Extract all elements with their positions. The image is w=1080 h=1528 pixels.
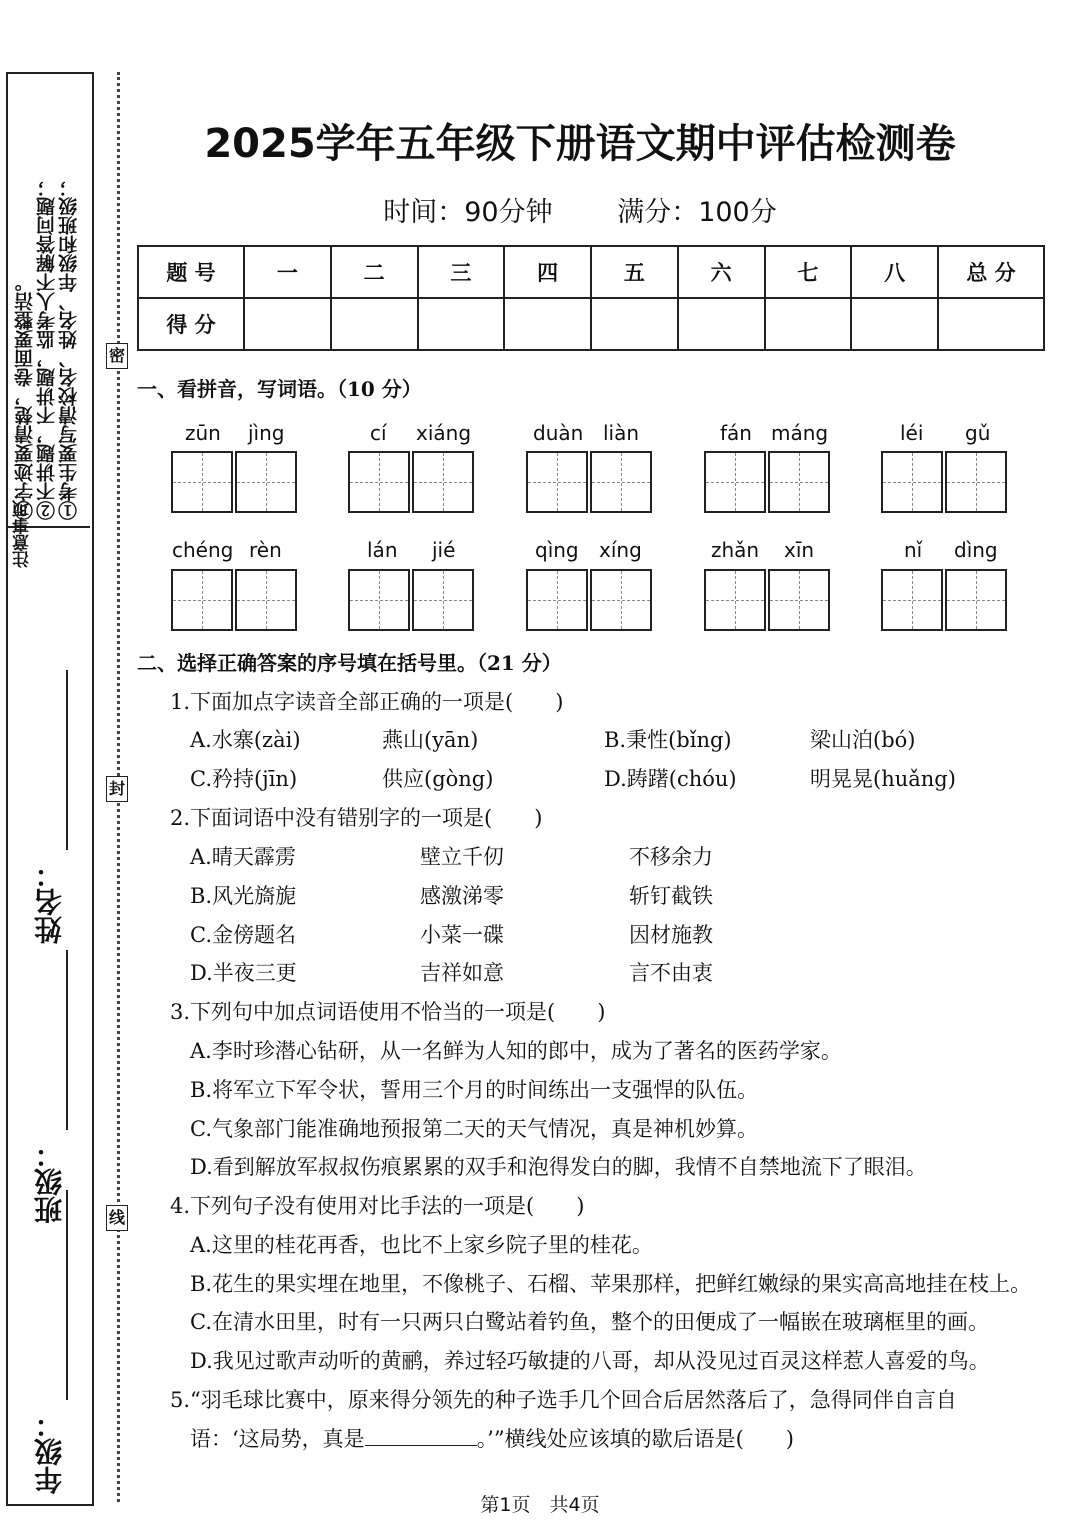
question-5-text: 。’”横线处应该填的歇后语是( ): [476, 1427, 794, 1451]
pinyin: zūn: [185, 421, 221, 445]
score-cell[interactable]: [765, 298, 852, 350]
seal-xian: 线: [106, 1205, 128, 1231]
score-header-cell: 总 分: [938, 246, 1044, 298]
score-header-row: [138, 246, 1044, 298]
score-cell[interactable]: [851, 298, 938, 350]
section1-heading: 一、看拼音，写词语。（10 分）: [137, 377, 422, 401]
score-cell[interactable]: [938, 298, 1044, 350]
option: 小菜一碟: [420, 923, 504, 947]
score-header-cell: 一: [244, 246, 331, 298]
writing-box[interactable]: [590, 451, 652, 513]
option: C.气象部门能准确地预报第二天的天气情况，真是神机妙算。: [190, 1117, 758, 1141]
option: D.看到解放军叔叔伤痕累累的双手和泡得发白的脚，我情不自禁地流下了眼泪。: [190, 1155, 927, 1179]
exam-full-score: 满分：100分: [617, 197, 777, 228]
writing-box[interactable]: [348, 451, 410, 513]
option: 感激涕零: [420, 884, 504, 908]
score-header-cell: 二: [331, 246, 418, 298]
score-header-cell: 七: [765, 246, 852, 298]
option: 梁山泊(bó): [810, 728, 916, 752]
question-5: 5.“羽毛球比赛中，原来得分领先的种子选手几个回合后居然落后了，急得同伴自言自: [170, 1388, 957, 1412]
option: 明晃晃(huǎng): [810, 767, 956, 791]
option: B.花生的果实埋在地里，不像桃子、石榴、苹果那样，把鲜红嫩绿的果实高高地挂在枝上。: [190, 1272, 1032, 1296]
question-2: 2.下面词语中没有错别字的一项是( ): [170, 806, 543, 830]
pinyin: xíng: [599, 538, 642, 562]
notes-rule: ①考生要写清校名、姓名、年级和班级；: [58, 178, 80, 520]
class-field[interactable]: [66, 950, 68, 1130]
option: C.在清水田里，时有一只两只白鹭站着钓鱼，整个的田便成了一幅嵌在玻璃框里的画。: [190, 1310, 989, 1334]
option: C.金傍题名: [190, 923, 296, 947]
option: 不移余力: [629, 845, 713, 869]
option: D.我见过歌声动听的黄鹂，养过轻巧敏捷的八哥，却从没见过百灵这样惹人喜爱的鸟。: [190, 1349, 990, 1373]
pinyin: léi: [900, 421, 924, 445]
pinyin: jìng: [248, 421, 285, 445]
grade-label: 年级：: [33, 1410, 66, 1494]
writing-box[interactable]: [412, 451, 474, 513]
score-cell[interactable]: [418, 298, 505, 350]
writing-box[interactable]: [590, 569, 652, 631]
pinyin: duàn: [533, 421, 584, 445]
score-table: [137, 245, 1045, 351]
option: A.水寨(zài): [190, 728, 301, 752]
section2-heading: 二、选择正确答案的序号填在括号里。（21 分）: [137, 651, 562, 675]
option: B.风光旖旎: [190, 884, 297, 908]
pinyin: fán: [720, 421, 752, 445]
notes-title: 注意事项: [13, 500, 33, 568]
seal-feng: 封: [106, 776, 128, 802]
score-row: [138, 298, 1044, 350]
pinyin: qìng: [535, 538, 579, 562]
writing-box[interactable]: [171, 569, 233, 631]
seal-mi: 密: [106, 343, 128, 369]
writing-box[interactable]: [704, 451, 766, 513]
notes-rule: ③字迹要清楚，卷面要整洁。: [14, 273, 36, 520]
question-5-text: 语：‘这局势，真是: [190, 1427, 365, 1451]
option: 因材施教: [629, 923, 713, 947]
pinyin: lán: [367, 538, 398, 562]
pinyin: liàn: [603, 421, 640, 445]
exam-time: 时间：90分钟: [383, 197, 553, 228]
option: B.秉性(bǐng): [604, 728, 732, 752]
option: 吉祥如意: [420, 961, 504, 985]
option: A.这里的桂花再香，也比不上家乡院子里的桂花。: [190, 1233, 653, 1257]
pinyin: gǔ: [965, 421, 991, 445]
score-cell[interactable]: [331, 298, 418, 350]
score-header-cell: 四: [504, 246, 591, 298]
pinyin: zhǎn: [711, 538, 760, 562]
question-4: 4.下列句子没有使用对比手法的一项是( ): [170, 1194, 585, 1218]
pinyin: xiáng: [416, 421, 472, 445]
score-row-label: 得 分: [138, 298, 244, 350]
option: A.晴天霹雳: [190, 845, 296, 869]
writing-box[interactable]: [412, 569, 474, 631]
score-cell[interactable]: [591, 298, 678, 350]
exam-meta: [140, 190, 1020, 229]
writing-box[interactable]: [171, 451, 233, 513]
option: 斩钉截铁: [629, 884, 713, 908]
score-cell[interactable]: [244, 298, 331, 350]
score-cell[interactable]: [678, 298, 765, 350]
page-title: 2025学年五年级下册语文期中评估检测卷: [204, 121, 956, 167]
option: B.将军立下军令状，誓用三个月的时间练出一支强悍的队伍。: [190, 1078, 759, 1102]
option: 燕山(yān): [382, 728, 479, 752]
question-3: 3.下列句中加点词语使用不恰当的一项是( ): [170, 1000, 606, 1024]
writing-box[interactable]: [348, 569, 410, 631]
name-field[interactable]: [66, 670, 68, 850]
score-header-cell: 八: [851, 246, 938, 298]
score-header-cell: 题 号: [138, 246, 244, 298]
answer-blank[interactable]: [365, 1427, 477, 1446]
score-header-cell: 六: [678, 246, 765, 298]
writing-box[interactable]: [704, 569, 766, 631]
pinyin: dìng: [954, 538, 998, 562]
writing-box[interactable]: [526, 451, 588, 513]
option: D.半夜三更: [190, 961, 297, 985]
writing-box[interactable]: [768, 451, 830, 513]
option: D.踌躇(chóu): [604, 767, 737, 791]
pinyin: nǐ: [904, 538, 923, 562]
pinyin: jié: [432, 538, 456, 562]
writing-box[interactable]: [526, 569, 588, 631]
writing-box[interactable]: [768, 569, 830, 631]
pinyin: xīn: [784, 538, 815, 562]
notes-rules: [14, 80, 80, 520]
writing-box[interactable]: [945, 569, 1007, 631]
score-header-cell: 五: [591, 246, 678, 298]
writing-box[interactable]: [945, 451, 1007, 513]
notes-rule: ②不讲题，不讲题，监考人不解答问题；: [36, 178, 58, 520]
score-cell[interactable]: [504, 298, 591, 350]
pinyin: cí: [370, 421, 387, 445]
writing-box[interactable]: [235, 569, 297, 631]
name-label: 姓名：: [33, 860, 66, 944]
question-1: 1.下面加点字读音全部正确的一项是( ): [170, 690, 564, 714]
pinyin: máng: [771, 421, 829, 445]
option: 言不由衷: [629, 961, 713, 985]
class-label: 班级：: [33, 1140, 66, 1224]
option: 供应(gòng): [382, 767, 494, 791]
pinyin: rèn: [249, 538, 282, 562]
writing-box[interactable]: [881, 451, 943, 513]
option: A.李时珍潜心钻研，从一名鲜为人知的郎中，成为了著名的医药学家。: [190, 1039, 842, 1063]
question-5-line2: [190, 1423, 794, 1453]
option: 壁立千仞: [420, 845, 504, 869]
pinyin: chéng: [172, 538, 234, 562]
page-footer: 第1页 共4页: [480, 1494, 600, 1516]
writing-box[interactable]: [881, 569, 943, 631]
score-header-cell: 三: [418, 246, 505, 298]
option: C.矜持(jīn): [190, 767, 298, 791]
writing-box[interactable]: [235, 451, 297, 513]
